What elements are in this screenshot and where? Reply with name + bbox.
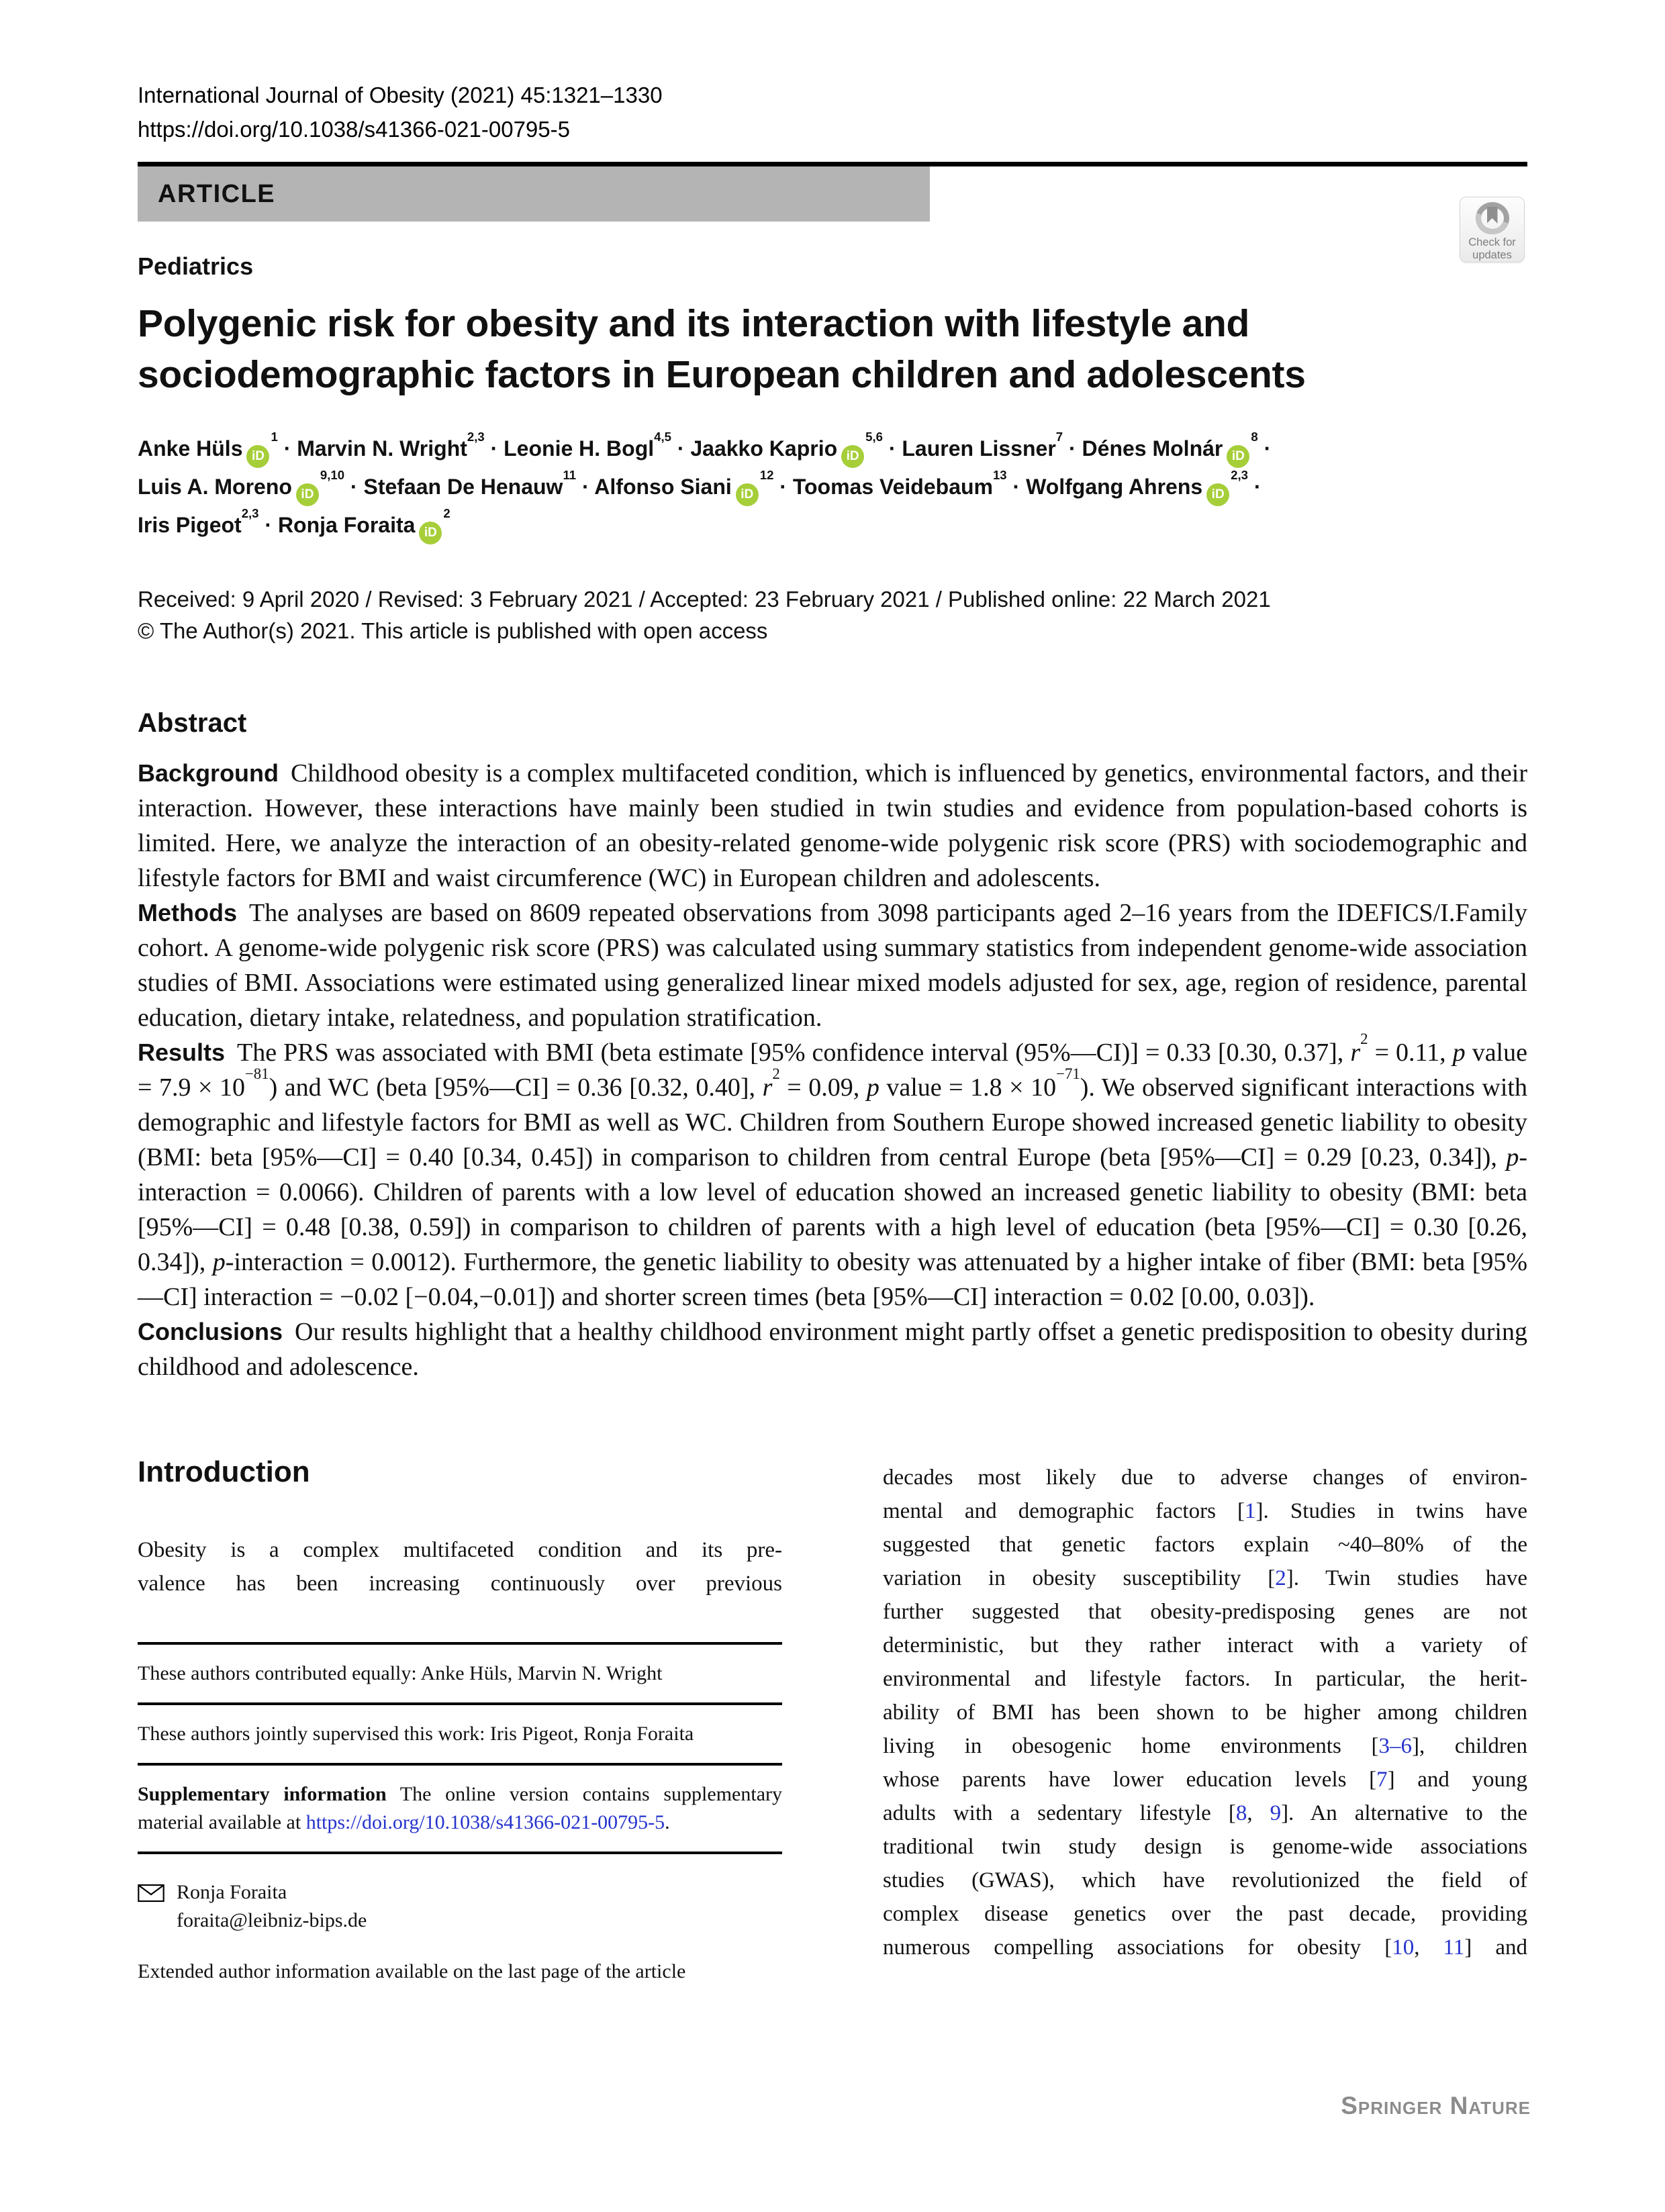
abstract-label: Conclusions xyxy=(138,1318,283,1345)
author-line: Luis A. Moreno iD$^{9,10}$ · Stefaan De Henauw$^{11}$ · Alfonso Siani $iD^{12}$ · Toomas Veidebaum$^{13}$ · Wolfgang Ahrens iD$^{2,3}$ · xyxy=(138,468,1527,506)
joint-supervision-note: These authors jointly supervised this work: Iris Pigeot, Ronja Foraita xyxy=(138,1723,694,1745)
right-column xyxy=(883,1455,1527,1964)
abstract-heading: Abstract xyxy=(138,708,247,738)
author-list xyxy=(138,430,1527,544)
footnote-rule xyxy=(138,1852,782,1854)
author-line: Anke Hüls $iD^1$ · Marvin N. Wright$^{2,3}$ · Leonie H. Bogl$^{4,5}$ · Jaakko Kaprio iD$^{5,6}$ · Lauren Lissner$^7$ · Dénes Molnár $iD^8$ · xyxy=(138,430,1527,468)
orcid-icon[interactable]: iD xyxy=(841,445,864,468)
correspondence-text xyxy=(177,1878,367,1935)
abstract-label: Methods xyxy=(138,899,237,926)
orcid-icon[interactable]: iD xyxy=(246,445,269,468)
page-header xyxy=(138,78,1527,146)
doi-line: https://doi.org/10.1038/s41366-021-00795-5 xyxy=(138,117,570,142)
supplementary-doi-link[interactable]: https://doi.org/10.1038/s41366-021-00795-5 xyxy=(305,1811,665,1833)
introduction-paragraph-left: Obesity is a complex multifaceted condition and its pre- valence has been increasing continuously over previous xyxy=(138,1538,782,1596)
introduction-heading: Introduction xyxy=(138,1455,310,1488)
bookmark-icon xyxy=(1487,207,1498,224)
check-for-updates-badge[interactable] xyxy=(1460,197,1525,262)
orcid-icon[interactable]: iD xyxy=(736,483,759,506)
citation-link[interactable]: 2 xyxy=(1275,1566,1286,1590)
footnote-block xyxy=(138,1642,782,1986)
orcid-icon[interactable]: iD xyxy=(1206,483,1229,506)
article-title: Polygenic risk for obesity and its interaction with lifestyle and sociodemographic factors in European children and adolescents xyxy=(138,302,1306,396)
abstract-text: Childhood obesity is a complex multifaceted condition, which is influenced by genetics, environmental factors, and their interaction. However, these interactions have mainly been studied in twin studies and evidence from population-based cohorts is limited. Here, we analyze the interaction of an obesity-related genome-wide polygenic risk score (PRS) with sociodemographic and lifestyle factors for BMI and waist circumference (WC) in European children and adolescents. xyxy=(138,759,1527,892)
copyright-line: © The Author(s) 2021. This article is published with open access xyxy=(138,618,768,643)
footnote-rule xyxy=(138,1763,782,1766)
correspondence-name: Ronja Foraita xyxy=(177,1881,287,1903)
article-type-label: ARTICLE xyxy=(138,166,930,222)
article-banner-row xyxy=(138,162,1527,222)
abstract-text: Our results highlight that a healthy childhood environment might partly offset a genetic predisposition to obesity during childhood and adolescence. xyxy=(138,1318,1527,1381)
abstract-methods xyxy=(138,896,1527,1035)
equal-contribution-note: These authors contributed equally: Anke Hüls, Marvin N. Wright xyxy=(138,1662,663,1684)
supplementary-information-note: Supplementary information The online version contains supplementary material available at https://doi.org/10.1038/s41366-021-00795-5. xyxy=(138,1783,782,1833)
citation-link[interactable]: 11 xyxy=(1443,1935,1465,1960)
footnote-rule xyxy=(138,1702,782,1705)
orcid-icon[interactable]: iD xyxy=(419,522,442,544)
left-column xyxy=(138,1455,782,1986)
citation-link[interactable]: 1 xyxy=(1245,1499,1256,1523)
citation-link[interactable]: 3–6 xyxy=(1378,1734,1412,1758)
abstract-text: The analyses are based on 8609 repeated observations from 3098 participants aged 2–16 years from the IDEFICS/I.Family cohort. A genome-wide polygenic risk score (PRS) was calculated using summary statistics from independent genome-wide association studies of BMI. Associations were estimated using generalized linear mixed models adjusted for sex, age, region of residence, parental education, dietary intake, relatedness, and population stratification. xyxy=(138,899,1527,1032)
footnote-rule xyxy=(138,1642,782,1645)
subject-label: Pediatrics xyxy=(138,252,254,280)
introduction-paragraph-right: decades most likely due to adverse changes of environ- mental and demographic factors [1]. Studies in twins have suggested that genetic factors explain ~40–80% of the variation in obesity susceptibility [2]. Twin studies have further suggested that obesity-predisposing genes are not deterministic, but they rather interact with a variety of environmental and lifestyle factors. In particular, the herit- ability of BMI has been shown to be higher among children living in obesogenic home environments [3–6], children whose parents have lower education levels [7] and young adults with a sedentary lifestyle [8, 9]. An alternative to the traditional twin study design is genome-wide associations studies (GWAS), which have revolutionized the field of complex disease genetics over the past decade, providing numerous compelling associations for obesity [10, 11] and xyxy=(883,1465,1528,1960)
abstract-label: Background xyxy=(138,759,279,787)
email-icon xyxy=(138,1878,164,1935)
two-column-body xyxy=(138,1455,1527,1986)
abstract-results xyxy=(138,1030,1527,1314)
orcid-icon[interactable]: iD xyxy=(296,483,319,506)
citation-link[interactable]: 8 xyxy=(1235,1801,1247,1825)
received-line: Received: 9 April 2020 / Revised: 3 February 2021 / Accepted: 23 February 2021 / Published online: 22 March 2021 xyxy=(138,587,1271,612)
author-line: Iris Pigeot$^{2,3}$ · Ronja Foraita $iD^2$ xyxy=(138,506,1527,544)
abstract-label: Results xyxy=(138,1039,226,1066)
citation-link[interactable]: 10 xyxy=(1392,1935,1415,1960)
abstract-background xyxy=(138,756,1527,896)
correspondence-block xyxy=(138,1878,782,1935)
extended-author-info-note: Extended author information available on the last page of the article xyxy=(138,1960,686,1982)
citation-link[interactable]: 9 xyxy=(1270,1801,1282,1825)
abstract-section xyxy=(138,708,1527,1384)
citation-link[interactable]: 7 xyxy=(1376,1768,1388,1792)
orcid-icon[interactable]: iD xyxy=(1227,445,1249,468)
abstract-conclusions xyxy=(138,1314,1527,1384)
check-updates-label: Check for updates xyxy=(1468,236,1516,261)
springer-nature-logo: Springer Nature xyxy=(1341,2092,1531,2119)
article-history xyxy=(138,583,1527,646)
correspondence-email: foraita@leibniz-bips.de xyxy=(177,1909,367,1931)
abstract-text: The PRS was associated with BMI (beta estimate [95% confidence interval (95%—CI)] = 0.33 [0.30, 0.37], $r^2 = 0.11$, p value = $7.9 \times 10^{-81}$) and WC (beta [95%—CI] = 0.36 [0.32, 0.40], $r^2 = 0.09$, p value = $1.8 \times 10^{-71}$). We observed significant interactions with demographic and lifestyle factors for BMI as well as WC. Children from Southern Europe showed increased genetic liability to obesity (BMI: beta [95%—CI] = 0.40 [0.34, 0.45]) in comparison to children from central Europe (beta [95%—CI] = 0.29 [0.23, 0.34]), p-interaction = 0.0066). Children of parents with a low level of education showed an increased genetic liability to obesity (BMI: beta [95%—CI] = 0.48 [0.38, 0.59]) in comparison to children of parents with a high level of education (beta [95%—CI] = 0.30 [0.26, 0.34]), p-interaction = 0.0012). Furthermore, the genetic liability to obesity was attenuated by a higher intake of fiber (BMI: beta [95%—CI] interaction = −0.02 [−0.04,−0.01]) and shorter screen times (beta [95%—CI] interaction = 0.02 [0.00, 0.03]). xyxy=(138,1030,1527,1311)
journal-citation-line: International Journal of Obesity (2021) 45:1321–1330 xyxy=(138,83,663,107)
crossmark-icon xyxy=(1476,202,1509,234)
